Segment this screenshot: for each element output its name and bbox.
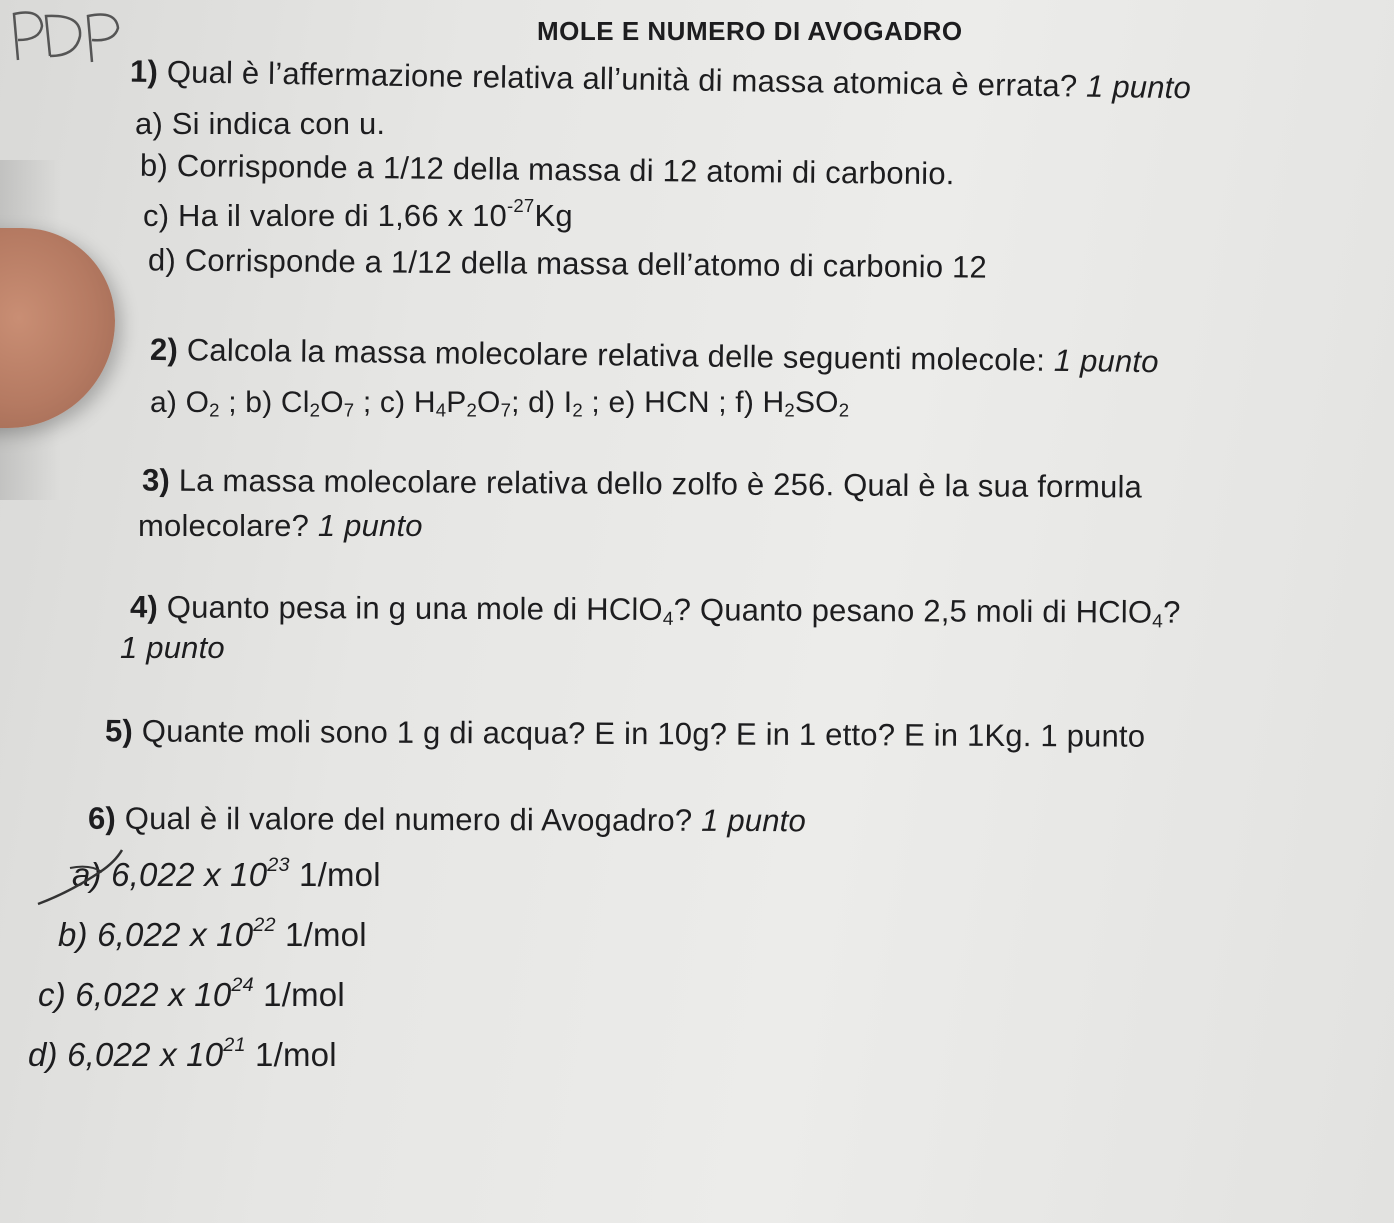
option-base: 6,022 x 10 [97,916,254,953]
points-label: 1 punto [1085,68,1192,106]
points-label: 1 punto [1053,342,1159,380]
question-text: Qual è il valore del numero di Avogadro? [124,800,693,838]
question-text: Calcola la massa molecolare relativa delle seguenti molecole: [186,332,1046,378]
question-text: ? Quanto pesano 2,5 moli di HClO [673,592,1153,630]
question-text: ? [1163,594,1181,630]
exponent: 22 [253,914,276,937]
points-label: 1 punto [120,630,225,665]
question-text: molecolare? [138,508,310,543]
option-1b: b) Corrisponde a 1/12 della massa di 12 atomi di carbonio. [139,147,955,192]
exponent: -27 [507,195,535,217]
question-number: 1) [129,53,159,90]
option-6b [58,916,367,954]
question-text: Quanto pesa in g una mole di HClO [166,589,663,628]
question-text: Quante moli sono 1 g di acqua? E in 10g? E in 1 etto? E in 1Kg. 1 punto [141,713,1146,754]
answer-mark-icon [30,842,140,912]
option-base: 6,022 x 10 [111,856,268,893]
question-number: 4) [129,589,159,625]
unit: Kg [534,198,573,233]
option-6d [28,1036,337,1074]
option-label: b) [58,916,88,953]
question-4 [130,589,1181,631]
subscript: 4 [662,608,674,630]
question-number: 5) [104,713,134,749]
option-label: a) [72,856,102,893]
question-number: 2) [149,331,179,368]
exponent: 23 [267,854,290,877]
option-base: 6,022 x 10 [67,1036,224,1073]
option-base: 6,022 x 10 [75,976,232,1013]
molecule-list: a) $O_2$ ; b) $Cl_2O_7$ ; c) $H_4P_2O_7$; d) $I_2$ ; e) HCN ; f) $H_2SO_2$ [150,386,850,421]
option-1a: a) Si indica con u. [135,106,386,141]
unit: 1/mol [263,976,345,1013]
option-1c [143,195,573,234]
question-text: Qual è l’affermazione relativa all’unità di massa atomica è errata? [166,54,1078,104]
question-3-cont [138,508,423,544]
question-1 [130,54,1191,107]
subscript: 4 [1152,611,1164,633]
unit: 1/mol [255,1036,337,1073]
option-1c-text: c) Ha il valore di 1,66 x 10 [143,198,507,233]
option-1d: d) Corrisponde a 1/12 della massa dell’atomo di carbonio 12 [147,242,988,285]
exponent: 21 [223,1034,246,1057]
finger [0,228,115,428]
option-6c [38,976,345,1014]
page-title: MOLE E NUMERO DI AVOGADRO [537,16,963,46]
unit: 1/mol [299,856,381,893]
question-2 [150,332,1159,380]
option-label: d) [28,1036,58,1073]
question-3 [142,463,1142,506]
handwritten-note [0,0,140,80]
question-number: 3) [141,462,171,498]
option-label: c) [38,976,66,1013]
unit: 1/mol [285,916,367,953]
exponent: 24 [231,974,254,997]
points-label: 1 punto [701,802,807,839]
question-number: 6) [87,800,117,836]
question-6 [88,801,806,840]
question-5 [105,713,1145,754]
question-text: La massa molecolare relativa dello zolfo è 256. Qual è la sua formula [178,462,1143,505]
points-label: 1 punto [317,508,423,543]
